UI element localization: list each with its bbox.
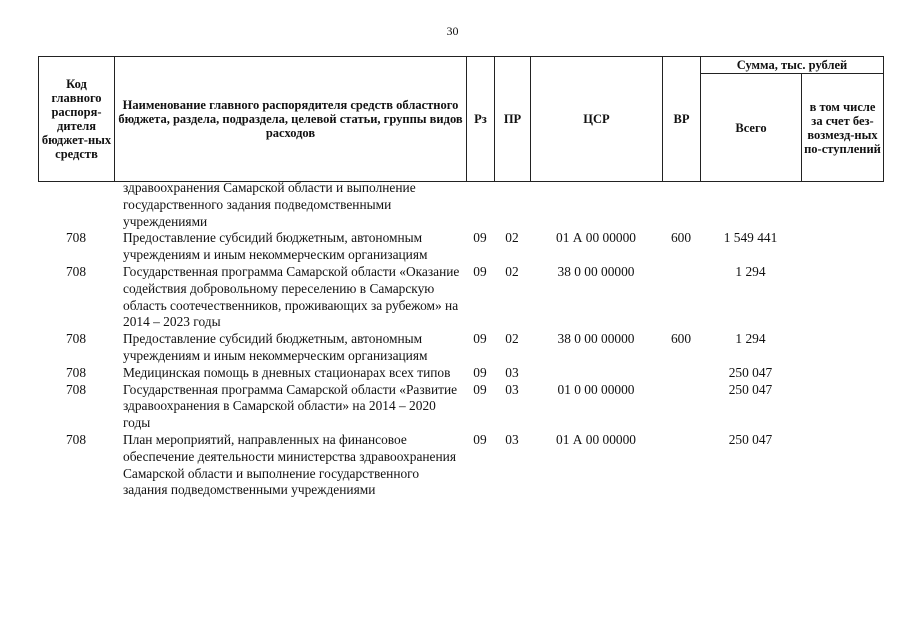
cell-bezv xyxy=(801,432,883,499)
cell-vsego: 250 047 xyxy=(728,431,773,447)
cell-name: Медицинская помощь в дневных стационарах всех типов xyxy=(123,364,451,380)
cell-csr: 01 А 00 00000 xyxy=(556,431,636,447)
cell-bezv xyxy=(801,264,883,331)
header-vsego: Всего xyxy=(701,74,802,182)
cell-vr xyxy=(662,180,700,230)
cell-vsego: 250 047 xyxy=(728,381,773,397)
cell-bezv xyxy=(801,365,883,382)
header-vr: ВР xyxy=(663,57,701,182)
cell-rz: 09 xyxy=(473,263,487,279)
cell-vr xyxy=(662,432,700,499)
header-pr: ПР xyxy=(495,57,531,182)
cell-csr: 01 А 00 00000 xyxy=(556,230,636,246)
cell-vsego: 1 294 xyxy=(735,331,766,347)
table-row xyxy=(38,230,883,264)
cell-rz: 09 xyxy=(473,230,487,246)
table-row xyxy=(38,432,883,499)
cell-vr xyxy=(662,264,700,331)
cell-bezv xyxy=(801,180,883,230)
cell-vr xyxy=(662,365,700,382)
cell-vr xyxy=(662,382,700,432)
cell-kod xyxy=(38,180,114,230)
cell-kod: 708 xyxy=(65,364,87,380)
cell-bezv xyxy=(801,382,883,432)
cell-pr: 03 xyxy=(505,364,519,380)
table-row xyxy=(38,180,883,230)
cell-rz: 09 xyxy=(473,364,487,380)
cell-pr: 03 xyxy=(505,381,519,397)
table-row xyxy=(38,382,883,432)
table-row xyxy=(38,365,883,382)
cell-pr xyxy=(494,180,530,230)
page-number: 30 xyxy=(446,24,459,38)
cell-rz: 09 xyxy=(473,331,487,347)
cell-csr xyxy=(530,180,662,230)
cell-csr xyxy=(530,365,662,382)
cell-vr: 600 xyxy=(670,230,692,246)
cell-name: Государственная программа Самарской области «Развитие здравоохранения в Самарской области» на 2014 – 2020 годы xyxy=(123,381,458,431)
cell-pr: 02 xyxy=(505,230,519,246)
cell-kod: 708 xyxy=(65,381,87,397)
cell-vsego xyxy=(700,180,801,230)
cell-vr: 600 xyxy=(670,331,692,347)
cell-csr: 01 0 00 00000 xyxy=(557,381,635,397)
cell-name: Предоставление субсидий бюджетным, автономным учреждениям и иным некоммерческим организациям xyxy=(123,230,428,263)
cell-rz: 09 xyxy=(473,431,487,447)
table-row xyxy=(38,264,883,331)
table-body xyxy=(38,180,883,499)
cell-name: План мероприятий, направленных на финансовое обеспечение деятельности министерства здравоохранения Самарской области и выполнение государственного задания подведомственными учреждениями xyxy=(123,431,456,498)
header-bezv: в том числе за счет без-возмезд-ных по-ступлений xyxy=(802,74,884,182)
header-rz: Рз xyxy=(467,57,495,182)
cell-kod: 708 xyxy=(65,431,87,447)
cell-rz: 09 xyxy=(473,381,487,397)
header-csr: ЦСР xyxy=(531,57,663,182)
cell-pr: 03 xyxy=(505,431,519,447)
cell-name: Государственная программа Самарской области «Оказание содействия добровольному переселению в Самарскую область соотечественников, проживающих за рубежом» на 2014 – 2023 годы xyxy=(123,263,460,330)
cell-pr: 02 xyxy=(505,331,519,347)
cell-pr: 02 xyxy=(505,263,519,279)
cell-vsego: 1 294 xyxy=(735,263,766,279)
cell-kod: 708 xyxy=(65,331,87,347)
cell-kod: 708 xyxy=(65,263,87,279)
header-name: Наименование главного распорядителя средств областного бюджета, раздела, подраздела, целевой статьи, группы видов расходов xyxy=(115,57,467,182)
cell-kod: 708 xyxy=(65,230,87,246)
cell-vsego: 1 549 441 xyxy=(723,230,778,246)
cell-bezv xyxy=(801,331,883,365)
table-header xyxy=(38,56,884,182)
header-kod: Код главного распоря-дителя бюджет-ных средств xyxy=(39,57,115,182)
cell-csr: 38 0 00 00000 xyxy=(557,331,635,347)
table-row xyxy=(38,331,883,365)
cell-name: Предоставление субсидий бюджетным, автономным учреждениям и иным некоммерческим организациям xyxy=(123,331,428,363)
cell-rz xyxy=(466,180,494,230)
cell-bezv xyxy=(801,230,883,264)
cell-vsego: 250 047 xyxy=(728,364,773,380)
header-summa: Сумма, тыс. рублей xyxy=(701,57,884,74)
cell-csr: 38 0 00 00000 xyxy=(557,263,635,279)
cell-name: здравоохранения Самарской области и выполнение государственного задания подведомственными учреждениями xyxy=(123,180,416,229)
